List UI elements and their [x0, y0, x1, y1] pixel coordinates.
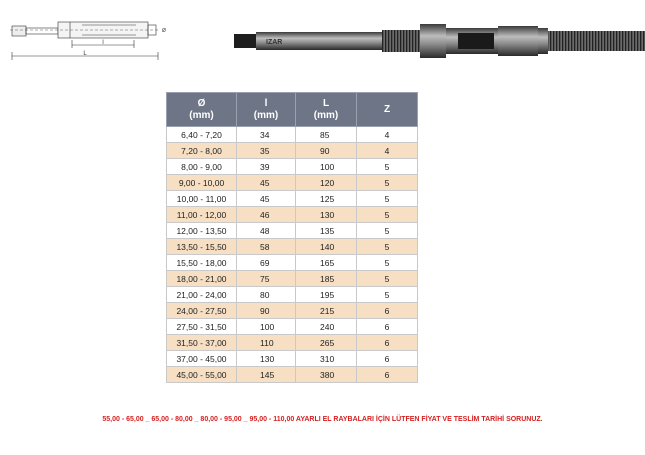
- table-cell: 10,00 - 11,00: [167, 191, 237, 207]
- table-cell: 4: [357, 143, 418, 159]
- header-diameter: Ø (mm): [167, 93, 237, 127]
- table-row: [167, 207, 418, 223]
- table-cell: 5: [357, 271, 418, 287]
- table-cell: 18,00 - 21,00: [167, 271, 237, 287]
- table-row: [167, 367, 418, 383]
- table-cell: 5: [357, 159, 418, 175]
- table-cell: 125: [296, 191, 357, 207]
- table-cell: 5: [357, 207, 418, 223]
- reamer-photo: [232, 18, 645, 60]
- table-row: [167, 351, 418, 367]
- table-cell: 6: [357, 367, 418, 383]
- table-cell: 135: [296, 223, 357, 239]
- table-cell: 46: [237, 207, 296, 223]
- table-cell: 85: [296, 127, 357, 143]
- table-row: [167, 335, 418, 351]
- table-cell: 380: [296, 367, 357, 383]
- table-cell: 5: [357, 239, 418, 255]
- table-header-row: [167, 93, 418, 127]
- table-cell: 27,50 - 31,50: [167, 319, 237, 335]
- table-row: [167, 287, 418, 303]
- table-row: [167, 271, 418, 287]
- table-cell: 24,00 - 27,50: [167, 303, 237, 319]
- table-cell: 7,20 - 8,00: [167, 143, 237, 159]
- technical-drawing: [8, 12, 168, 67]
- table-cell: 215: [296, 303, 357, 319]
- table-cell: 15,50 - 18,00: [167, 255, 237, 271]
- table-cell: 21,00 - 24,00: [167, 287, 237, 303]
- table-cell: 90: [237, 303, 296, 319]
- table-row: [167, 143, 418, 159]
- table-cell: 5: [357, 223, 418, 239]
- table-cell: 130: [237, 351, 296, 367]
- table-cell: 12,00 - 13,50: [167, 223, 237, 239]
- table-cell: 4: [357, 127, 418, 143]
- table-row: [167, 191, 418, 207]
- table-row: [167, 255, 418, 271]
- table-cell: 100: [237, 319, 296, 335]
- table-cell: 13,50 - 15,50: [167, 239, 237, 255]
- table-cell: 6: [357, 319, 418, 335]
- table-cell: 265: [296, 335, 357, 351]
- dim-L-label: L: [83, 51, 87, 57]
- table-cell: 5: [357, 255, 418, 271]
- table-cell: 58: [237, 239, 296, 255]
- table-row: [167, 127, 418, 143]
- table-row: [167, 175, 418, 191]
- table-cell: 11,00 - 12,00: [167, 207, 237, 223]
- table-cell: 8,00 - 9,00: [167, 159, 237, 175]
- table-cell: 34: [237, 127, 296, 143]
- table-cell: 9,00 - 10,00: [167, 175, 237, 191]
- table-cell: 45: [237, 191, 296, 207]
- table-row: [167, 303, 418, 319]
- table-cell: 6: [357, 335, 418, 351]
- table-cell: 120: [296, 175, 357, 191]
- table-cell: 37,00 - 45,00: [167, 351, 237, 367]
- table-cell: 100: [296, 159, 357, 175]
- table-cell: 185: [296, 271, 357, 287]
- table-cell: 80: [237, 287, 296, 303]
- table-cell: 35: [237, 143, 296, 159]
- table-cell: 6,40 - 7,20: [167, 127, 237, 143]
- table-cell: 5: [357, 191, 418, 207]
- table-cell: 39: [237, 159, 296, 175]
- table-cell: 6: [357, 351, 418, 367]
- table-cell: 69: [237, 255, 296, 271]
- table-cell: 75: [237, 271, 296, 287]
- table-cell: 5: [357, 175, 418, 191]
- table-cell: 145: [237, 367, 296, 383]
- table-cell: 90: [296, 143, 357, 159]
- header-length-l: l (mm): [237, 93, 296, 127]
- table-cell: 6: [357, 303, 418, 319]
- footer-note: 55,00 - 65,00 _ 65,00 - 80,00 _ 80,00 - 95,00 _ 95,00 - 110,00 AYARLI EL RAYBALARI İÇİN LÜTFEN FİYAT VE TESLİM TARİHİ SORUNUZ.: [102, 416, 543, 423]
- table-row: [167, 223, 418, 239]
- table-cell: 195: [296, 287, 357, 303]
- table-cell: 165: [296, 255, 357, 271]
- table-row: [167, 159, 418, 175]
- table-cell: 45,00 - 55,00: [167, 367, 237, 383]
- table-cell: 130: [296, 207, 357, 223]
- table-cell: 240: [296, 319, 357, 335]
- brand-logo-text: IZAR: [266, 39, 283, 46]
- header-length-L: L (mm): [296, 93, 357, 127]
- dim-d-label: Ø: [162, 28, 166, 34]
- table-row: [167, 239, 418, 255]
- spec-table: [166, 92, 418, 383]
- table-cell: 110: [237, 335, 296, 351]
- table-cell: 310: [296, 351, 357, 367]
- table-cell: 5: [357, 287, 418, 303]
- header-teeth-z: Z: [357, 93, 418, 127]
- table-row: [167, 319, 418, 335]
- table-cell: 31,50 - 37,00: [167, 335, 237, 351]
- dim-l-label: l: [102, 40, 104, 46]
- table-cell: 48: [237, 223, 296, 239]
- table-cell: 140: [296, 239, 357, 255]
- table-cell: 45: [237, 175, 296, 191]
